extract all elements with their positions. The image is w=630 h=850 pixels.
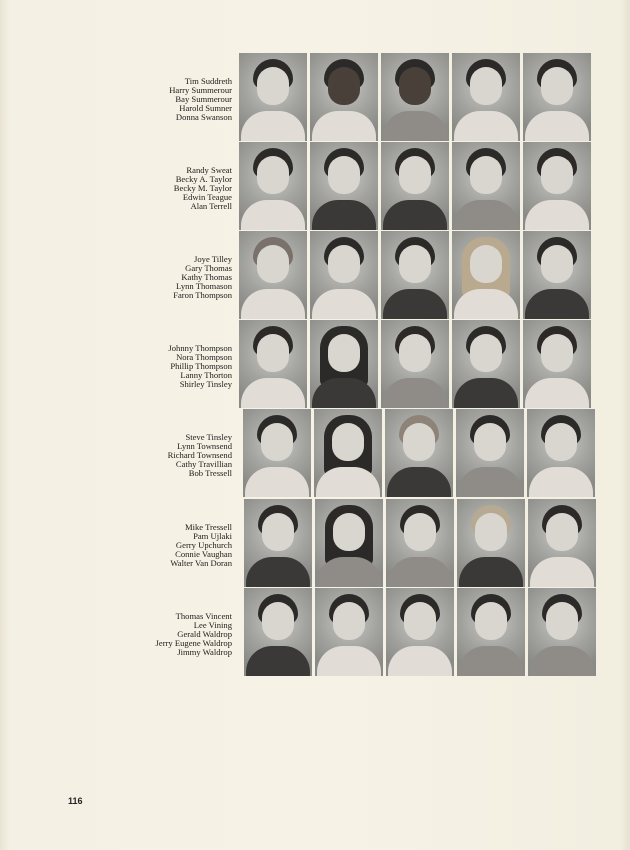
student-name: Edwin Teague: [182, 192, 232, 202]
student-photo: [523, 142, 591, 230]
name-list: [32, 612, 232, 657]
student-photo: [239, 231, 307, 319]
name-list: [32, 344, 232, 389]
name-list: [32, 166, 232, 211]
student-name: Randy Sweat: [186, 165, 232, 175]
student-name: Jerry Eugene Waldrop: [155, 638, 232, 648]
student-name: Harry Summerour: [169, 85, 232, 95]
student-photo: [381, 142, 449, 230]
student-name: Shirley Tinsley: [179, 379, 232, 389]
name-list: [32, 433, 232, 478]
student-photo: [457, 499, 525, 587]
student-name: Gerald Waldrop: [177, 629, 232, 639]
student-name: Nora Thompson: [176, 352, 232, 362]
student-name: Thomas Vincent: [175, 611, 232, 621]
student-name: Johnny Thompson: [168, 343, 232, 353]
name-list: [32, 255, 232, 300]
student-photo: [523, 53, 591, 141]
student-name: Jimmy Waldrop: [177, 647, 232, 657]
student-photo: [528, 588, 596, 676]
portrait-row: [0, 142, 630, 230]
student-photo: [239, 142, 307, 230]
portrait-row: [0, 231, 630, 319]
portrait-row: [0, 53, 630, 141]
student-photo: [386, 588, 454, 676]
student-name: Richard Townsend: [167, 450, 232, 460]
student-name: Mike Tressell: [184, 522, 232, 532]
student-photo: [315, 499, 383, 587]
student-photo: [452, 320, 520, 408]
student-name: Bob Tressell: [188, 468, 232, 478]
student-name: Lee Vining: [193, 620, 232, 630]
portrait-row: [0, 588, 630, 676]
student-name: Connie Vaughan: [175, 549, 232, 559]
student-name: Lynn Townsend: [177, 441, 232, 451]
student-photo: [243, 409, 311, 497]
student-name: Lanny Thorton: [180, 370, 232, 380]
portrait-row: [0, 409, 630, 497]
portrait-row: [0, 320, 630, 408]
student-name: Gerry Upchurch: [175, 540, 232, 550]
student-name: Tim Suddreth: [184, 76, 232, 86]
student-name: Gary Thomas: [185, 263, 232, 273]
student-name: Lynn Thomason: [176, 281, 232, 291]
student-name: Bay Summerour: [175, 94, 232, 104]
student-photo: [452, 53, 520, 141]
student-name: Kathy Thomas: [181, 272, 232, 282]
student-photo: [239, 320, 307, 408]
student-photo: [528, 499, 596, 587]
page-number: 116: [68, 796, 83, 806]
student-photo: [381, 320, 449, 408]
student-photo: [310, 320, 378, 408]
student-photo: [457, 588, 525, 676]
student-photo: [315, 588, 383, 676]
student-photo: [456, 409, 524, 497]
student-photo: [386, 499, 454, 587]
student-photo: [527, 409, 595, 497]
student-name: Alan Terrell: [190, 201, 232, 211]
name-list: [32, 77, 232, 122]
student-photo: [310, 142, 378, 230]
student-photo: [381, 231, 449, 319]
student-name: Pam Ujlaki: [193, 531, 232, 541]
student-photo: [452, 231, 520, 319]
student-photo: [310, 231, 378, 319]
student-name: Walter Van Doran: [170, 558, 232, 568]
student-name: Faron Thompson: [173, 290, 232, 300]
student-photo: [381, 53, 449, 141]
student-name: Joye Tilley: [194, 254, 232, 264]
student-photo: [244, 499, 312, 587]
student-name: Phillip Thompson: [170, 361, 232, 371]
student-name: Harold Sumner: [179, 103, 232, 113]
student-name: Becky A. Taylor: [175, 174, 232, 184]
student-photo: [310, 53, 378, 141]
name-list: [32, 523, 232, 568]
portrait-row: [0, 499, 630, 587]
student-photo: [314, 409, 382, 497]
student-name: Becky M. Taylor: [173, 183, 232, 193]
student-photo: [244, 588, 312, 676]
student-photo: [523, 231, 591, 319]
student-name: Cathy Travillian: [175, 459, 232, 469]
student-name: Steve Tinsley: [185, 432, 232, 442]
student-photo: [239, 53, 307, 141]
student-photo: [452, 142, 520, 230]
student-photo: [523, 320, 591, 408]
student-photo: [385, 409, 453, 497]
student-name: Donna Swanson: [175, 112, 232, 122]
